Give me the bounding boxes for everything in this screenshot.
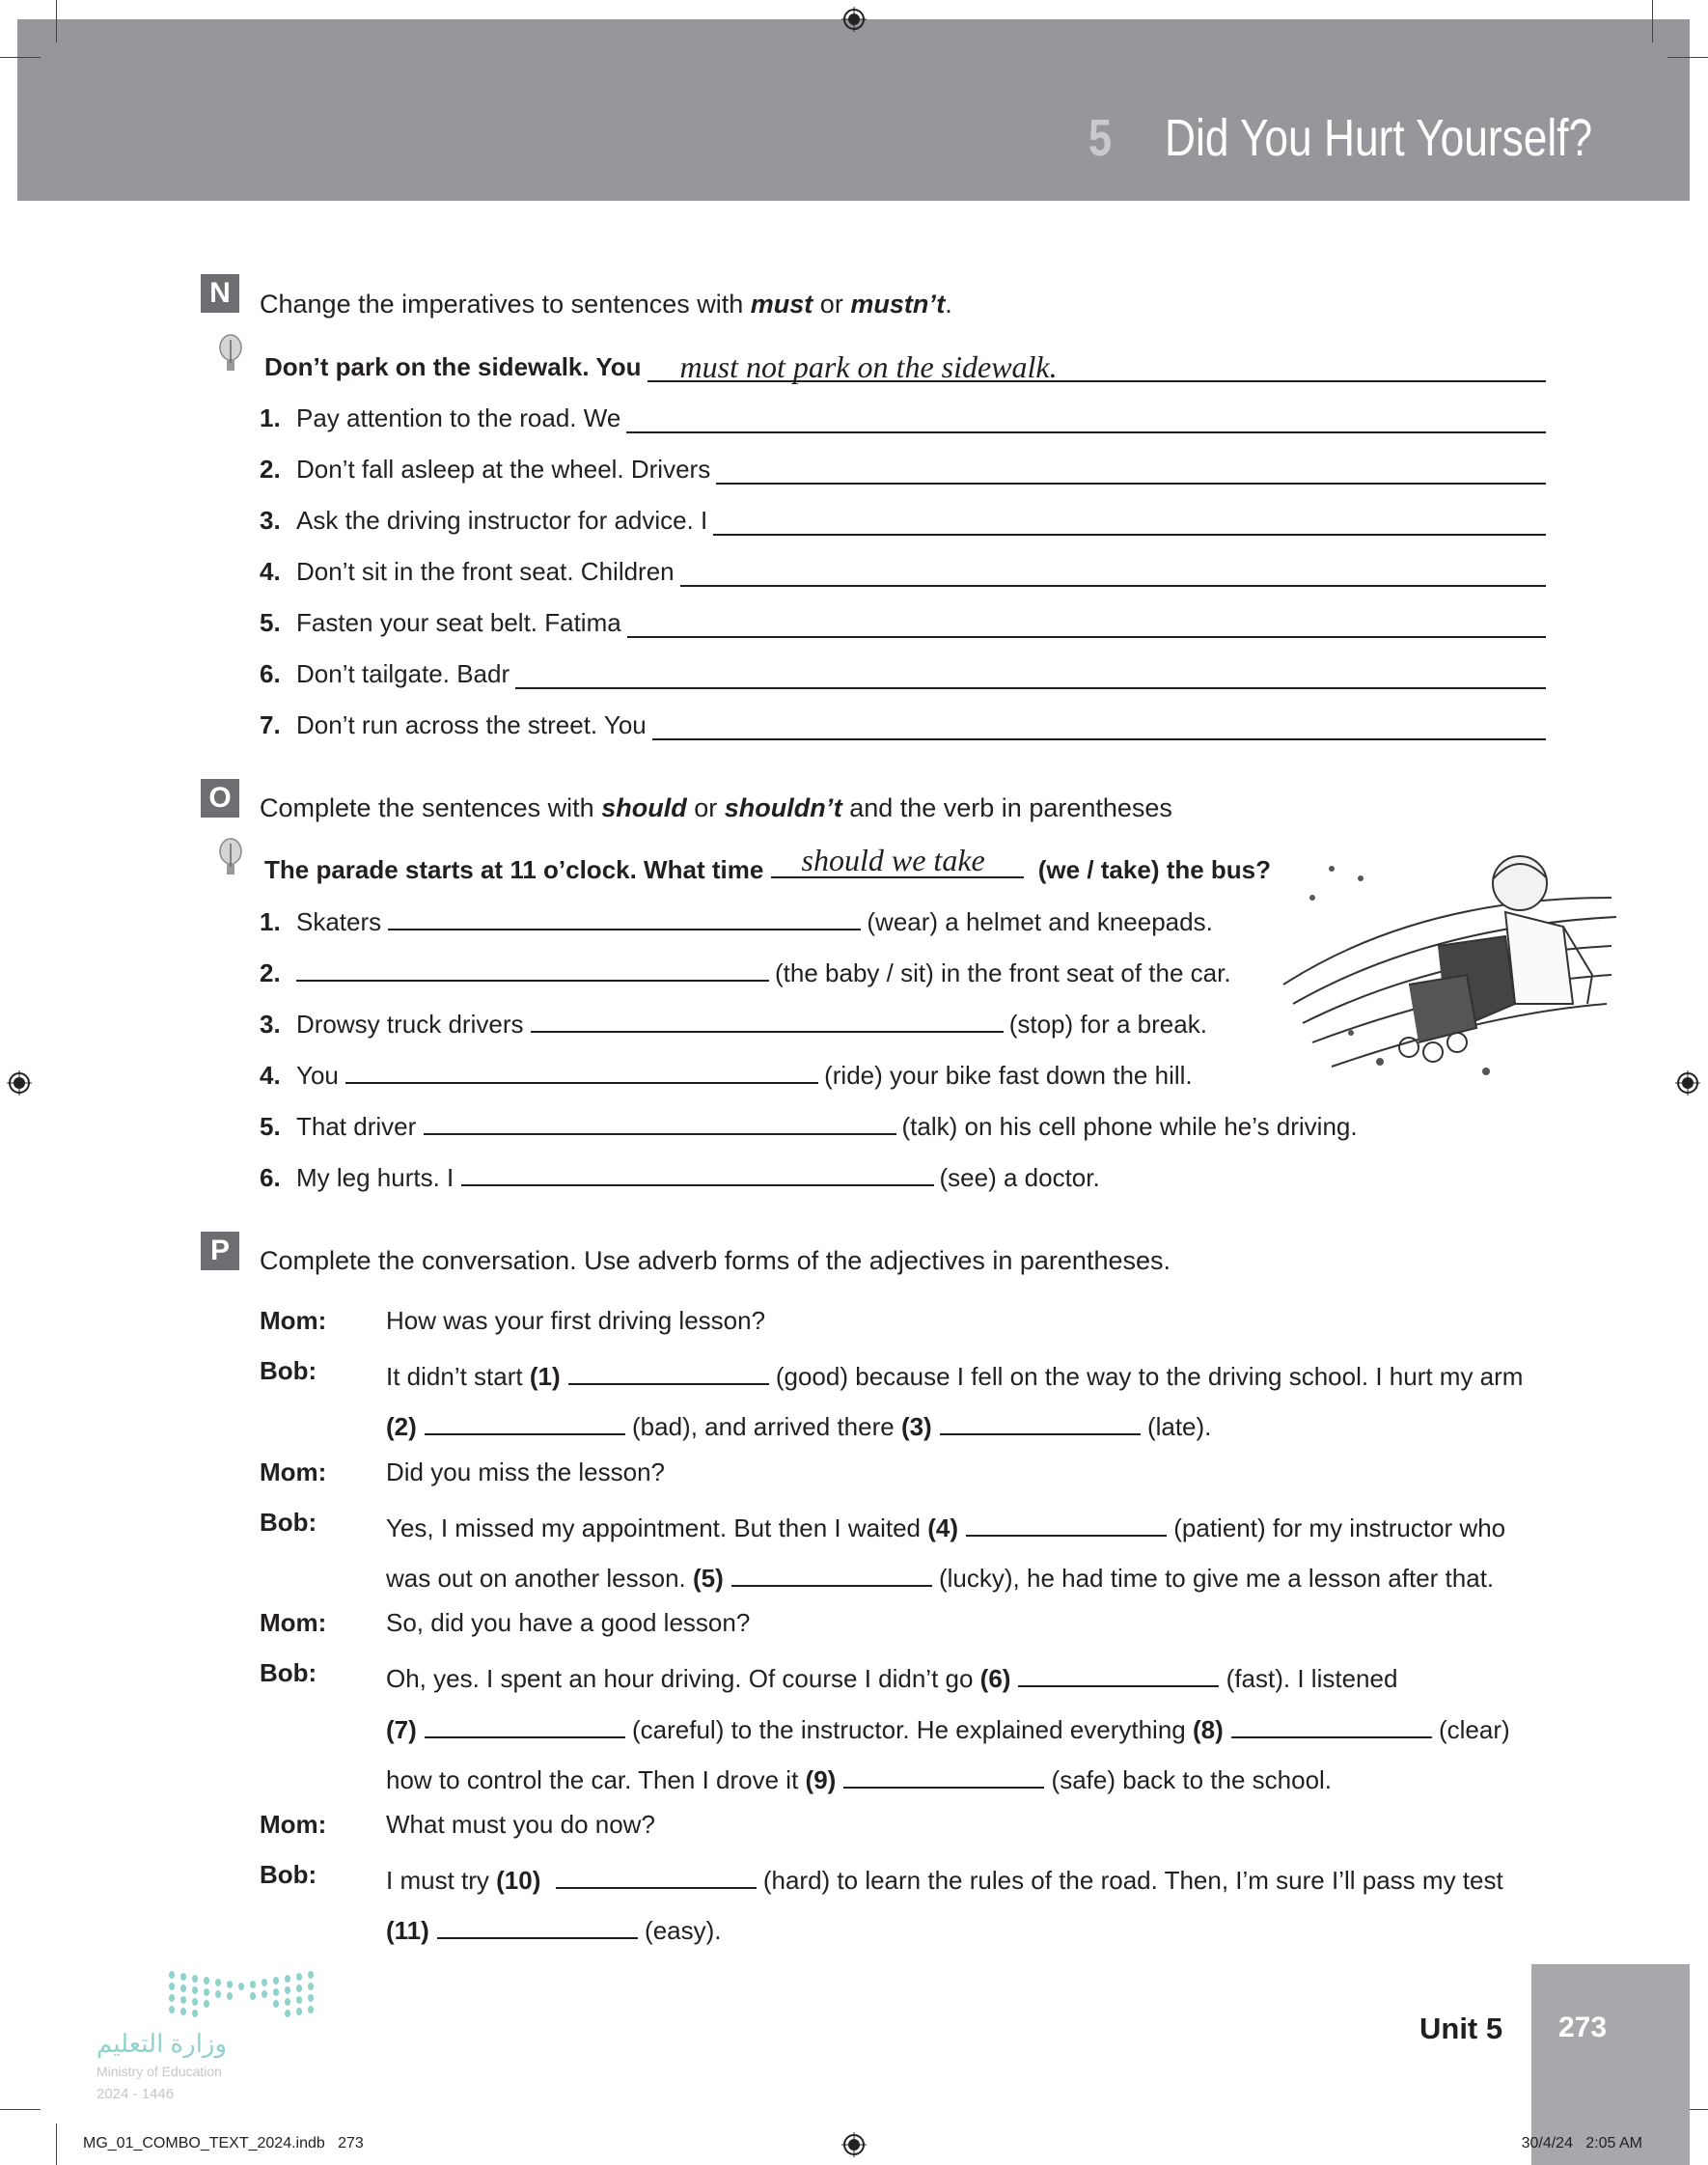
logo-english-text: Ministry of Education [96,2064,222,2079]
conversation-text: (easy). [637,1916,722,1946]
logo-dot [285,1986,290,1994]
section-o-instruction [260,793,1172,823]
crop-mark [56,2123,57,2165]
exercise-item [260,902,1213,937]
item-prompt: Don’t tailgate. Badr [296,659,510,688]
answer-line[interactable] [1231,1709,1432,1738]
answer-line[interactable] [461,1157,934,1186]
example-answer: must not park on the sidewalk. [679,349,1058,384]
lightbulb-icon [218,838,243,882]
logo-dot [308,1983,314,1990]
logo-dot [192,1986,198,1994]
item-prompt: My leg hurts. I [296,1163,455,1192]
answer-line[interactable] [424,1106,896,1135]
exercise-item [260,1004,1207,1040]
conversation-text: (late). [1140,1412,1212,1442]
answer-line[interactable] [425,1406,625,1435]
example-row [264,843,1272,885]
speaker-label: Mom: [260,1810,327,1839]
conversation-text: (patient) for my instructor who [1167,1513,1506,1542]
exercise-item [260,702,1546,740]
section-n-instruction [260,290,952,319]
crop-mark [0,57,41,58]
section-p-badge: P [201,1232,239,1270]
logo-dot [296,1996,302,2004]
logo-dot [204,1988,209,1996]
answer-line[interactable] [966,1508,1167,1537]
item-prompt: Ask the driving instructor for advice. I [296,506,708,535]
exercise-item [260,1106,1358,1142]
item-verb-hint: (see) a doctor. [939,1163,1100,1192]
ministry-logo-icon [166,1969,320,2027]
item-prompt: Pay attention to the road. We [296,403,621,432]
logo-dot [169,1994,175,2002]
blank-number: (7) [386,1714,417,1744]
answer-line[interactable] [531,1004,1004,1033]
answer-line[interactable] [556,1860,757,1889]
logo-dot [308,1971,314,1979]
section-p-instruction: Complete the conversation. Use adverb forms of the adjectives in parentheses. [260,1246,1171,1275]
blank-number: (8) [1192,1714,1224,1744]
conversation-text: It didn’t start [386,1362,530,1392]
logo-dot [273,1977,279,1985]
blank-number: (1) [529,1362,561,1392]
conversation-text: (clear) [1431,1714,1510,1744]
blank-number: (9) [805,1764,837,1794]
section-n-badge: N [201,274,239,313]
logo-dot [192,1998,198,2006]
instruction-keyword: must [750,290,813,319]
item-prompt: That driver [296,1112,417,1141]
conversation-text: So, did you have a good lesson? [386,1608,751,1638]
registration-mark-icon [7,1070,32,1096]
registration-mark-icon [1675,1070,1700,1096]
logo-dot [215,1979,221,1986]
conversation-line [386,1658,1397,1694]
conversation-text: (lucky), he had time to give me a lesson after that. [931,1564,1495,1593]
blank-number: (4) [927,1513,959,1542]
conversation-text: (careful) to the instructor. He explained everything [624,1714,1193,1744]
conversation-line [386,1608,750,1638]
skater-fallen-illustration [1274,840,1621,1096]
blank-number: (2) [386,1412,417,1442]
conversation-text [540,1866,547,1895]
answer-line[interactable] [437,1910,638,1939]
conversation-line [386,1860,1503,1896]
item-number: 4. [260,557,281,586]
logo-dot [250,1992,256,2000]
instruction-text: . [945,290,952,319]
conversation-text: I must try [386,1866,497,1896]
item-prompt: Skaters [296,907,382,936]
blank-number: (11) [386,1916,429,1946]
instruction-text: or [813,290,851,319]
logo-dot [262,1990,267,1998]
item-verb-hint: (talk) on his cell phone while he’s driving. [901,1112,1358,1141]
logo-dot [192,2010,198,2017]
logo-dot [296,1973,302,1981]
logo-dot [250,1981,256,1988]
example-suffix: (we / take) the bus? [1037,855,1272,884]
answer-line[interactable] [771,843,1024,878]
conversation-line [386,1406,1211,1442]
answer-line[interactable] [515,658,1546,689]
item-number: 3. [260,506,281,535]
item-number: 5. [260,608,281,637]
answer-line[interactable] [568,1356,769,1385]
logo-dot [180,1973,186,1981]
instruction-keyword: should [601,793,687,822]
conversation-line [386,1810,655,1840]
conversation-text: (safe) back to the school. [1044,1764,1333,1794]
slug-filename: MG_01_COMBO_TEXT_2024.indb 273 [83,2135,364,2151]
answer-line[interactable] [843,1760,1044,1789]
blank-number: (10) [496,1866,541,1896]
example-answer: should we take [801,843,985,877]
logo-dot [308,1994,314,2002]
item-number: 6. [260,1163,281,1192]
logo-arabic-text: وزارة التعليم [96,2029,228,2058]
logo-dot [169,1971,175,1979]
item-number: 3. [260,1010,281,1039]
logo-dot [262,1979,267,1986]
exercise-item [260,1157,1100,1193]
conversation-text: Oh, yes. I spent an hour driving. Of course I didn’t go [386,1664,980,1694]
speaker-label: Bob: [260,1507,317,1537]
item-number: 2. [260,455,281,484]
item-prompt: Don’t run across the street. You [296,710,647,739]
logo-year-text: 2024 - 1446 [96,2086,175,2102]
item-number: 1. [260,403,281,432]
conversation-line [386,1508,1505,1543]
registration-mark-icon [841,7,867,32]
speaker-label: Bob: [260,1860,317,1890]
speaker-label: Bob: [260,1658,317,1688]
logo-dot [285,1975,290,1983]
exercise-item [260,599,1546,638]
logo-dot [215,1990,221,1998]
item-prompt: Don’t sit in the front seat. Children [296,557,675,586]
section-o-badge: O [201,779,239,818]
example-prompt: Don’t park on the sidewalk. You [264,352,642,381]
conversation-line [386,1558,1494,1594]
example-row [264,344,1546,382]
item-verb-hint: (wear) a helmet and kneepads. [867,907,1213,936]
lightbulb-icon [218,334,243,378]
conversation-text: was out on another lesson. [386,1564,693,1593]
conversation-text: (good) because I fell on the way to the driving school. I hurt my arm [768,1362,1524,1392]
conversation-line [386,1910,722,1946]
exercise-item [260,548,1546,587]
instruction-text: Complete the sentences with [260,793,602,822]
blank-number: (5) [692,1564,724,1593]
exercise-item [260,497,1546,536]
answer-line[interactable] [627,607,1546,638]
answer-line[interactable] [296,953,769,982]
item-number: 4. [260,1061,281,1090]
conversation-text: Did you miss the lesson? [386,1457,666,1486]
conversation-line [386,1356,1523,1392]
instruction-text: and the verb in parentheses [841,793,1172,822]
slug-timestamp: 30/4/24 2:05 AM [1521,2135,1642,2151]
logo-dot [296,2008,302,2015]
crop-mark [56,0,57,42]
item-verb-hint: (stop) for a break. [1008,1010,1207,1039]
conversation-text: (hard) to learn the rules of the road. Then, I’m sure I’ll pass my test [756,1866,1503,1896]
crop-mark [1652,0,1653,42]
logo-dot [204,1977,209,1985]
conversation-line [386,1306,765,1336]
conversation-text: (bad), and arrived there [624,1412,901,1442]
example-prompt: The parade starts at 11 o’clock. What time [264,855,764,884]
answer-line[interactable] [1018,1658,1219,1687]
logo-dot [238,1983,244,1990]
blank-number: (3) [900,1412,932,1442]
conversation-line [386,1760,1332,1795]
logo-dot [308,2006,314,2013]
item-prompt: Drowsy truck drivers [296,1010,524,1039]
logo-dot [273,1988,279,1996]
logo-dot [285,1998,290,2006]
unit-number: 5 [1088,109,1113,167]
item-prompt: Fasten your seat belt. Fatima [296,608,621,637]
logo-dot [180,2008,186,2015]
item-number: 6. [260,659,281,688]
answer-line[interactable] [647,351,1546,382]
page-number: 273 [1558,2012,1608,2043]
speaker-label: Mom: [260,1457,327,1486]
answer-line[interactable] [731,1558,932,1587]
instruction-keyword: shouldn’t [724,793,842,822]
logo-dot [296,1985,302,1992]
answer-line[interactable] [940,1406,1141,1435]
answer-line[interactable] [388,902,861,930]
page-title: Did You Hurt Yourself? [1165,109,1593,167]
logo-dot [169,2006,175,2013]
conversation-text: (fast). I listened [1219,1664,1398,1694]
logo-dot [273,2000,279,2008]
speaker-label: Bob: [260,1356,317,1386]
conversation-text: Yes, I missed my appointment. But then I waited [386,1513,928,1542]
exercise-item [260,651,1546,689]
conversation-text: how to control the car. Then I drove it [386,1764,806,1794]
item-number: 2. [260,958,281,987]
speaker-label: Mom: [260,1608,327,1638]
exercise-item [260,395,1546,433]
instruction-keyword: mustn’t [850,290,946,319]
answer-line[interactable] [345,1055,818,1084]
answer-line[interactable] [713,505,1546,536]
answer-line[interactable] [626,402,1546,433]
crop-mark [0,2109,41,2110]
crop-mark [1667,57,1708,58]
exercise-item [260,446,1546,485]
item-number: 7. [260,710,281,739]
instruction-text: Change the imperatives to sentences with [260,290,751,319]
answer-line[interactable] [716,454,1546,485]
logo-dot [180,1996,186,2004]
conversation-line [386,1457,665,1487]
conversation-text: What must you do now? [386,1810,655,1839]
answer-line[interactable] [425,1709,625,1738]
item-number: 1. [260,907,281,936]
conversation-line [386,1709,1510,1745]
answer-line[interactable] [680,556,1546,587]
logo-dot [227,1992,233,2000]
answer-line[interactable] [652,709,1546,740]
registration-mark-icon [841,2132,867,2157]
unit-label: Unit 5 [1419,2012,1503,2045]
logo-dot [285,2010,290,2017]
item-number: 5. [260,1112,281,1141]
exercise-item [260,1055,1193,1091]
speaker-label: Mom: [260,1306,327,1335]
logo-dot [192,1975,198,1983]
item-verb-hint: (ride) your bike fast down the hill. [824,1061,1193,1090]
logo-dot [204,2000,209,2008]
logo-dot [169,1983,175,1990]
logo-dot [180,1985,186,1992]
exercise-item [260,953,1231,988]
logo-dot [227,1981,233,1988]
item-prompt: You [296,1061,339,1090]
item-verb-hint: (the baby / sit) in the front seat of the car. [775,958,1231,987]
item-prompt: Don’t fall asleep at the wheel. Drivers [296,455,711,484]
conversation-text: How was your first driving lesson? [386,1306,766,1335]
instruction-text: or [686,793,725,822]
blank-number: (6) [979,1664,1011,1694]
